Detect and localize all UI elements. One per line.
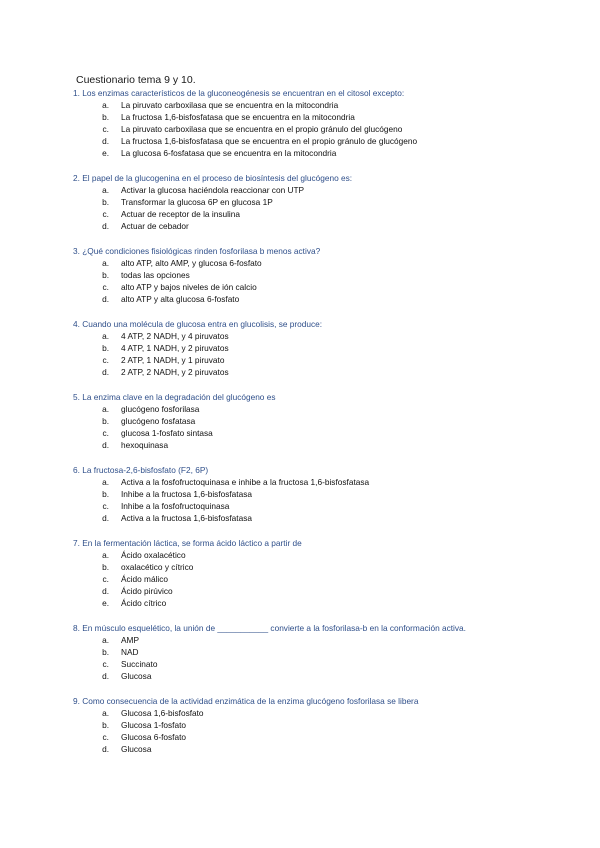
option-text: Glucosa 1-fosfato	[121, 720, 187, 730]
option-letter: a.	[102, 331, 109, 341]
question-3	[73, 245, 593, 305]
option-text: NAD	[121, 647, 139, 657]
option-text: 2 ATP, 1 NADH, y 1 piruvato	[121, 355, 225, 365]
option-text: AMP	[121, 635, 139, 645]
option-item	[73, 719, 593, 731]
option-text: Succinato	[121, 659, 158, 669]
option-letter: d.	[102, 586, 109, 596]
option-item	[73, 549, 593, 561]
option-letter: d.	[102, 221, 109, 231]
option-text: alto ATP y bajos niveles de ión calcio	[121, 282, 257, 292]
option-letter: a.	[102, 635, 109, 645]
option-item	[73, 196, 593, 208]
option-letter: b.	[102, 720, 109, 730]
question-5	[73, 391, 593, 451]
option-letter: c.	[102, 124, 109, 134]
option-letter: b.	[102, 647, 109, 657]
option-letter: b.	[102, 343, 109, 353]
option-letter: d.	[102, 367, 109, 377]
option-text: oxalacético y cítrico	[121, 562, 194, 572]
option-item	[73, 220, 593, 232]
option-text: Glucosa	[121, 671, 152, 681]
option-item	[73, 597, 593, 609]
option-text: 4 ATP, 2 NADH, y 4 piruvatos	[121, 331, 229, 341]
option-text: La fructosa 1,6-bisfosfatasa que se encuentra en la mitocondria	[121, 112, 355, 122]
option-letter: c.	[102, 428, 109, 438]
option-text: La piruvato carboxilasa que se encuentra en el propio gránulo del glucógeno	[121, 124, 403, 134]
option-text: Ácido cítrico	[121, 598, 167, 608]
option-item	[73, 147, 593, 159]
option-text: La fructosa 1,6-bisfosfatasa que se encuentra en el propio gránulo de glucógeno	[121, 136, 418, 146]
option-item	[73, 500, 593, 512]
option-letter: a.	[102, 477, 109, 487]
option-item	[73, 573, 593, 585]
question-text: 5. La enzima clave en la degradación del glucógeno es	[73, 392, 276, 402]
option-item	[73, 403, 593, 415]
question-text: 4. Cuando una molécula de glucosa entra en glucolisis, se produce:	[73, 319, 323, 329]
option-item	[73, 731, 593, 743]
option-letter: c.	[102, 574, 109, 584]
option-letter: d.	[102, 671, 109, 681]
option-text: La glucosa 6-fosfatasa que se encuentra en la mitocondria	[121, 148, 337, 158]
option-item	[73, 658, 593, 670]
option-item	[73, 476, 593, 488]
option-item	[73, 366, 593, 378]
option-list	[73, 707, 593, 755]
question-text: 1. Los enzimas característicos de la gluconeogénesis se encuentran en el citosol excepto:	[73, 88, 405, 98]
option-letter: c.	[102, 659, 109, 669]
option-item	[73, 512, 593, 524]
question-text: 2. El papel de la glucogenina en el proceso de biosíntesis del glucógeno es:	[73, 173, 353, 183]
option-item	[73, 743, 593, 755]
question-text: 3. ¿Qué condiciones fisiológicas rinden fosforilasa b menos activa?	[73, 246, 321, 256]
option-letter: b.	[102, 562, 109, 572]
option-letter: b.	[102, 489, 109, 499]
option-item	[73, 707, 593, 719]
question-list	[73, 87, 593, 768]
option-letter: a.	[102, 185, 109, 195]
option-item	[73, 208, 593, 220]
option-item	[73, 269, 593, 281]
question-text: 9. Como consecuencia de la actividad enzimática de la enzima glucógeno fosforilasa se libera	[73, 696, 419, 706]
option-item	[73, 634, 593, 646]
question-text: 6. La fructosa-2,6-bisfosfato (F2, 6P)	[73, 465, 209, 475]
question-9	[73, 695, 593, 755]
question-6	[73, 464, 593, 524]
option-text: glucosa 1-fosfato sintasa	[121, 428, 213, 438]
option-list	[73, 403, 593, 451]
question-text: 7. En la fermentación láctica, se forma ácido láctico a partir de	[73, 538, 302, 548]
option-item	[73, 184, 593, 196]
option-item	[73, 561, 593, 573]
option-letter: b.	[102, 270, 109, 280]
option-item	[73, 439, 593, 451]
option-text: Glucosa 1,6-bisfosfato	[121, 708, 204, 718]
question-8	[73, 622, 593, 682]
option-text: Inhibe a la fosfofructoquinasa	[121, 501, 230, 511]
option-letter: a.	[102, 100, 109, 110]
option-item	[73, 257, 593, 269]
option-item	[73, 646, 593, 658]
option-item	[73, 281, 593, 293]
option-item	[73, 111, 593, 123]
option-letter: a.	[102, 550, 109, 560]
option-text: Ácido málico	[121, 574, 169, 584]
option-list	[73, 476, 593, 524]
option-letter: d.	[102, 136, 109, 146]
option-item	[73, 99, 593, 111]
option-item	[73, 354, 593, 366]
option-letter: a.	[102, 404, 109, 414]
option-letter: d.	[102, 294, 109, 304]
option-list	[73, 257, 593, 305]
option-letter: d.	[102, 744, 109, 754]
option-item	[73, 135, 593, 147]
option-letter: e.	[102, 598, 109, 608]
option-letter: c.	[102, 209, 109, 219]
option-letter: d.	[102, 513, 109, 523]
option-letter: c.	[102, 501, 109, 511]
option-letter: d.	[102, 440, 109, 450]
option-list	[73, 99, 593, 159]
question-2	[73, 172, 593, 232]
page-title: Cuestionario tema 9 y 10.	[76, 74, 196, 86]
option-list	[73, 549, 593, 609]
option-item	[73, 488, 593, 500]
option-letter: c.	[102, 732, 109, 742]
option-text: glucógeno fosforilasa	[121, 404, 200, 414]
option-text: Actuar de cebador	[121, 221, 189, 231]
option-item	[73, 427, 593, 439]
option-letter: b.	[102, 197, 109, 207]
option-text: alto ATP, alto AMP, y glucosa 6-fosfato	[121, 258, 262, 268]
question-7	[73, 537, 593, 609]
option-text: Transformar la glucosa 6P en glucosa 1P	[121, 197, 273, 207]
question-text: 8. En músculo esquelético, la unión de ___________ convierte a la fosforilasa-b en la conformación activa.	[73, 623, 466, 633]
option-letter: c.	[102, 355, 109, 365]
option-text: Activa a la fructosa 1,6-bisfosfatasa	[121, 513, 252, 523]
option-item	[73, 123, 593, 135]
question-1	[73, 87, 593, 159]
option-letter: a.	[102, 258, 109, 268]
question-4	[73, 318, 593, 378]
option-text: Glucosa	[121, 744, 152, 754]
option-item	[73, 293, 593, 305]
option-text: Actuar de receptor de la insulina	[121, 209, 240, 219]
option-text: Activar la glucosa haciéndola reaccionar con UTP	[121, 185, 305, 195]
option-text: Ácido pirúvico	[121, 586, 173, 596]
option-item	[73, 330, 593, 342]
option-text: Ácido oxalacético	[121, 550, 186, 560]
option-list	[73, 634, 593, 682]
option-text: 2 ATP, 2 NADH, y 2 piruvatos	[121, 367, 229, 377]
option-text: Activa a la fosfofructoquinasa e inhibe a la fructosa 1,6-bisfosfatasa	[121, 477, 370, 487]
option-text: 4 ATP, 1 NADH, y 2 piruvatos	[121, 343, 229, 353]
option-text: todas las opciones	[121, 270, 190, 280]
option-letter: c.	[102, 282, 109, 292]
option-item	[73, 342, 593, 354]
option-item	[73, 670, 593, 682]
option-letter: a.	[102, 708, 109, 718]
option-letter: e.	[102, 148, 109, 158]
option-list	[73, 184, 593, 232]
option-item	[73, 585, 593, 597]
option-letter: b.	[102, 416, 109, 426]
option-text: glucógeno fosfatasa	[121, 416, 196, 426]
option-item	[73, 415, 593, 427]
option-text: alto ATP y alta glucosa 6-fosfato	[121, 294, 240, 304]
option-letter: b.	[102, 112, 109, 122]
option-text: hexoquinasa	[121, 440, 169, 450]
option-text: Glucosa 6-fosfato	[121, 732, 187, 742]
option-text: La piruvato carboxilasa que se encuentra en la mitocondria	[121, 100, 339, 110]
option-text: Inhibe a la fructosa 1,6-bisfosfatasa	[121, 489, 252, 499]
option-list	[73, 330, 593, 378]
